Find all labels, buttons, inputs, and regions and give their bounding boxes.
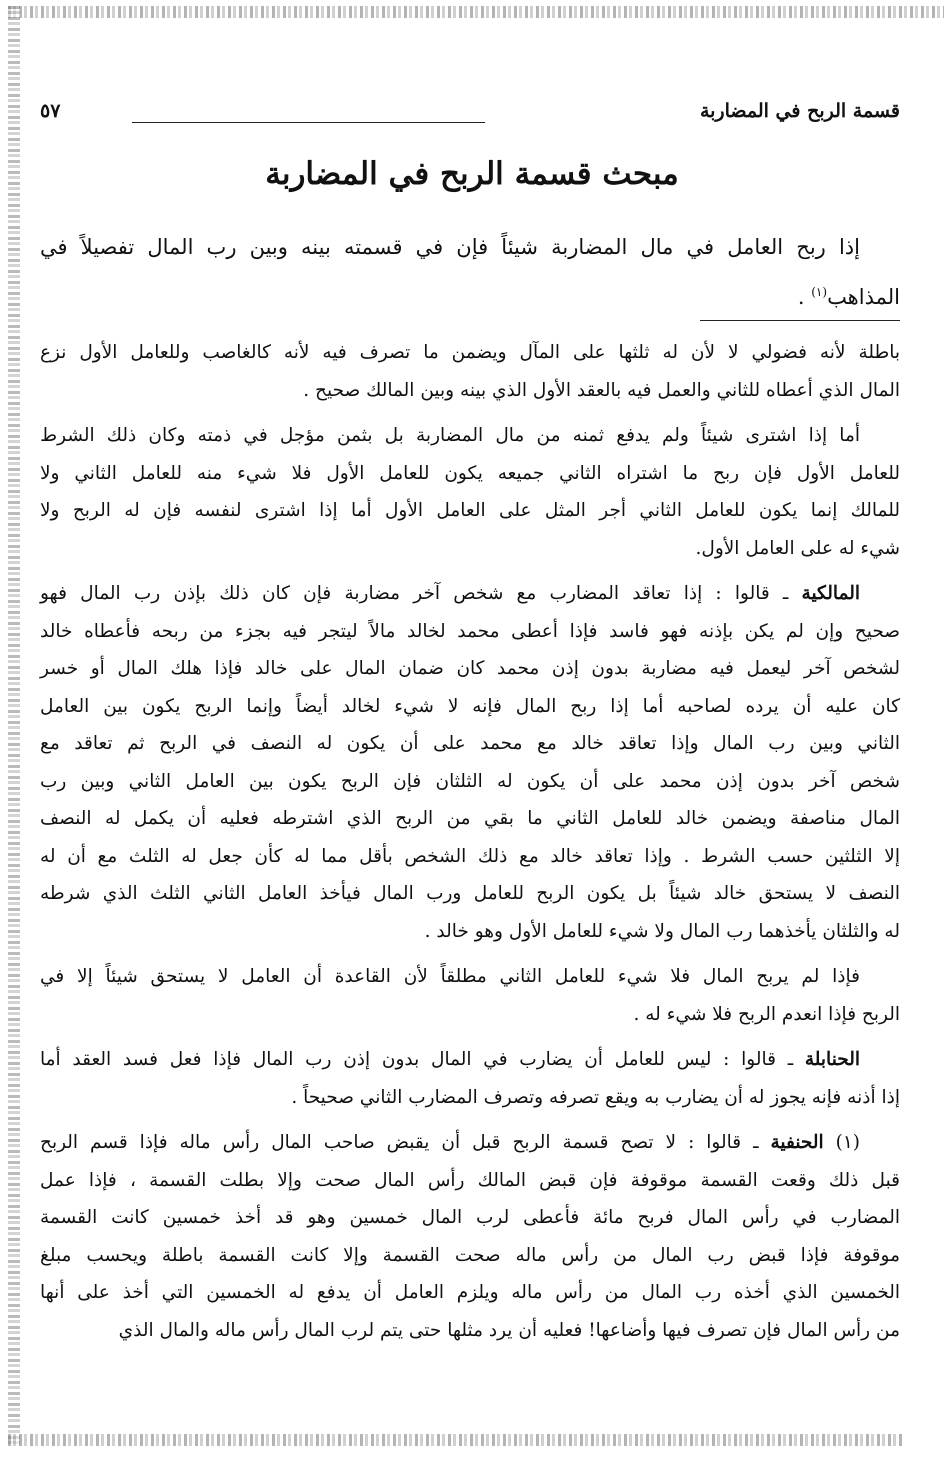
madhhab-label: المالكية [801, 583, 860, 604]
footnote-line [40, 1124, 900, 1162]
madhhab-label: الحنفية [770, 1132, 824, 1153]
footnote-line: الربح فإذا انعدم الربح فلا شيء له . [633, 1003, 900, 1025]
page-number: ٥٧ [40, 100, 61, 122]
ornamental-border-left [8, 6, 20, 1446]
footnote-line [40, 1041, 900, 1079]
footnote-line: شيء له على العامل الأول. [695, 537, 900, 559]
section-title: مبحث قسمة الربح في المضاربة [265, 156, 679, 192]
footnote-paragraph [40, 1041, 900, 1116]
main-line-text: المذاهب [827, 285, 900, 309]
footnote-line [40, 575, 900, 613]
footnote-paragraph [40, 334, 900, 409]
ornamental-border-bottom [8, 1434, 904, 1446]
main-line [40, 270, 900, 320]
running-title: قسمة الربح في المضاربة [699, 100, 900, 122]
footnote-line: إلا الثلثين حسب الشرط . وإذا تعاقد خالد مع ذلك الشخص بأقل مما له كأن جعل له الثلث مع أن له [40, 845, 900, 867]
footnote-line: صحيح وإن لم يكن بإذنه فهو فاسد فإذا أعطى محمد لخالد مالاً ليتجر فيه بجزء من ربحه فأعطاه خالد [40, 620, 900, 642]
footnote-line: للمالك إنما يكون للعامل الثاني أجر المثل على العامل الأول أما إذا اشترى لنفسه فإن له الربح ولا [40, 500, 900, 521]
footnote-line: الخمسين الذي أخذه رب المال من رأس ماله ويلزم العامل أن يدفع له الخمسين التي أخذ على أنها [40, 1282, 900, 1303]
footnote-line-text: ـ قالوا : ليس للعامل أن يضارب في المال بدون إذن رب المال فإذا فعل فسد العقد أما [40, 1049, 805, 1070]
madhhab-label: الحنابلة [804, 1049, 860, 1070]
footnote-number: (١) [823, 1132, 860, 1153]
footnote-line: أما إذا اشترى شيئاً ولم يدفع ثمنه من مال المضاربة بل بثمن مؤجل في ذمته وكان ذلك الشرط [40, 425, 860, 446]
main-line: إذا ربح العامل في مال المضاربة شيئاً فإن في قسمته بينه وبين رب المال تفصيلاً في [40, 235, 860, 259]
main-line-end: . [797, 285, 812, 309]
footnote-line: إذا أذنه فإنه يجوز له أن يضارب به ويقع تصرفه وتصرف المضارب الثاني صحيحاً . [291, 1086, 900, 1108]
footnote-paragraph [40, 1124, 900, 1349]
footnote-line: باطلة لأنه فضولي لا لأن له ثلثها على المآل ويضمن ما تصرف فيه لأنه كالغاصب وللعامل الأول نزع [40, 342, 900, 363]
footnote-paragraph [40, 575, 900, 950]
header-rule [132, 122, 485, 123]
footnote-line: للعامل الأول فإن ربح ما اشتراه الثاني جميعه يكون للعامل الأول فلا شيء منه للعامل الثاني ولا [40, 462, 900, 484]
footnote-line-text: ـ قالوا : إذا تعاقد المضارب مع شخص آخر مضاربة فإن كان ذلك بإذن رب المال فهو [40, 583, 802, 604]
footnote-line: من رأس المال فإن تصرف فيها وأضاعها! فعليه أن يرد مثلها حتى يتم لرب المال رأس ماله والمال الذي [118, 1319, 900, 1341]
footnote-line: المضارب في رأس المال فربح مائة فأعطى لرب المال خمسين وهو قد أخذ خمسين كانت القسمة [40, 1207, 900, 1228]
footnote-line: المال الذي أعطاه للثاني والعمل فيه بالعقد الأول الذي بينه وبين المالك صحيح . [303, 379, 900, 401]
footnote-line: الثاني وبين رب المال وإذا تعاقد خالد مع محمد على أن يكون له النصف في الربح ثم تعاقد مع [40, 733, 900, 754]
main-text [40, 225, 900, 320]
footnote-line: شخص آخر بدون إذن محمد على أن يكون له الثلثان فإن الربح يكون بين العامل الثاني وبين رب [40, 770, 900, 792]
footnote-line: موقوفة فإذا قبض رب المال من رأس ماله صحت القسمة وإلا كانت القسمة باطلة ويحسب مبلغ [40, 1244, 900, 1266]
footnote-line: فإذا لم يربح المال فلا شيء للعامل الثاني مطلقاً لأن القاعدة أن العامل لا يستحق شيئاً إلا في [40, 966, 860, 987]
footnote-paragraph [40, 417, 900, 567]
footnote-line: كان عليه أن يرده لصاحبه أما إذا ربح المال فإنه لا شيء لخالد أيضاً وإنما الربح يكون بين العامل [40, 695, 900, 717]
footnotes [40, 334, 900, 1357]
ornamental-border-top [8, 6, 944, 18]
footnote-line-text: ـ قالوا : لا تصح قسمة الربح قبل أن يقبض صاحب المال رأس ماله فإذا قسم الربح [40, 1132, 771, 1153]
footnote-line: النصف لا يستحق خالد شيئاً بل يكون الربح للعامل ورب المال فيأخذ العامل الثاني الثلث الذي شرطه [40, 883, 900, 904]
footnote-line: له والثلثان يأخذهما رب المال ولا شيء للعامل الأول وهو خالد . [424, 920, 900, 942]
footnote-line: قبل ذلك وقعت القسمة موقوفة فإن قبض المالك رأس المال صحت وإلا بطلت القسمة ، فإذا عمل [40, 1169, 900, 1191]
footnote-paragraph [40, 958, 900, 1033]
footnote-separator [700, 320, 900, 321]
page-header [40, 100, 900, 132]
footnote-line: لشخص آخر ليعمل فيه مضاربة بدون إذن محمد كان ضمان المال على خالد فإذا هلك المال أو خسر [40, 658, 900, 679]
footnote-line: المال مناصفة ويضمن خالد للعامل الثاني ما بقي من الربح الذي اشترطه فعليه أن يكمل له النصف [40, 808, 900, 829]
footnote-ref[interactable]: (١) [811, 285, 828, 299]
